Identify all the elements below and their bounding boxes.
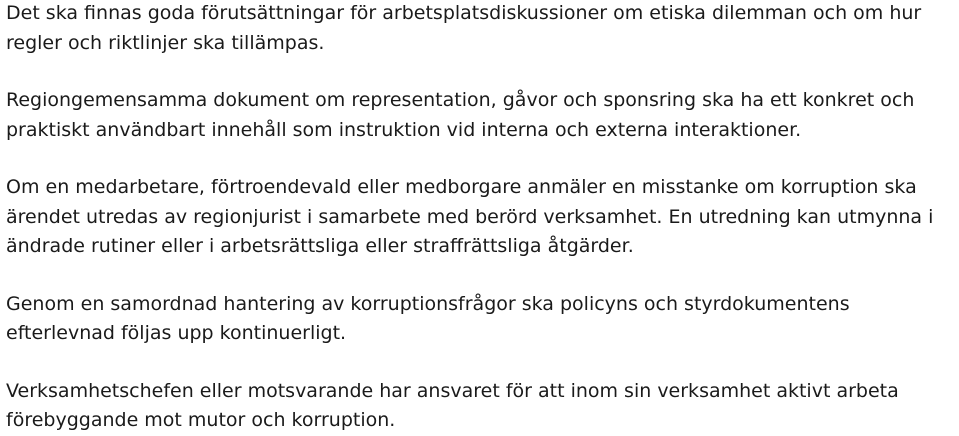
paragraph-manager-responsibility: Verksamhetschefen eller motsvarande har ansvaret för att inom sin verksamhet aktivt arbeta förebyggande mot mutor och korruption. xyxy=(6,379,899,431)
paragraph-coordinated-handling: Genom en samordnad hantering av korruptionsfrågor ska policyns och styrdokumentens efterlevnad följas upp kontinuerligt. xyxy=(6,292,850,344)
paragraph-discussions: Det ska finnas goda förutsättningar för arbetsplatsdiskussioner om etiska dilemman och om hur regler och riktlinjer ska tillämpas. xyxy=(6,2,922,54)
document-body xyxy=(6,0,956,436)
paragraph-corruption-report: Om en medarbetare, förtroendevald eller medborgare anmäler en misstanke om korruption ska ärendet utredas av regionjurist i samarbete med berörd verksamhet. En utredning kan utmynna i ändrade rutiner eller i arbetsrättsliga eller straffrättsliga åtgärder. xyxy=(6,176,934,257)
paragraph-common-documents: Regiongemensamma dokument om representation, gåvor och sponsring ska ha ett konkret och praktiskt användbart innehåll som instruktion vid interna och externa interaktioner. xyxy=(6,89,915,141)
